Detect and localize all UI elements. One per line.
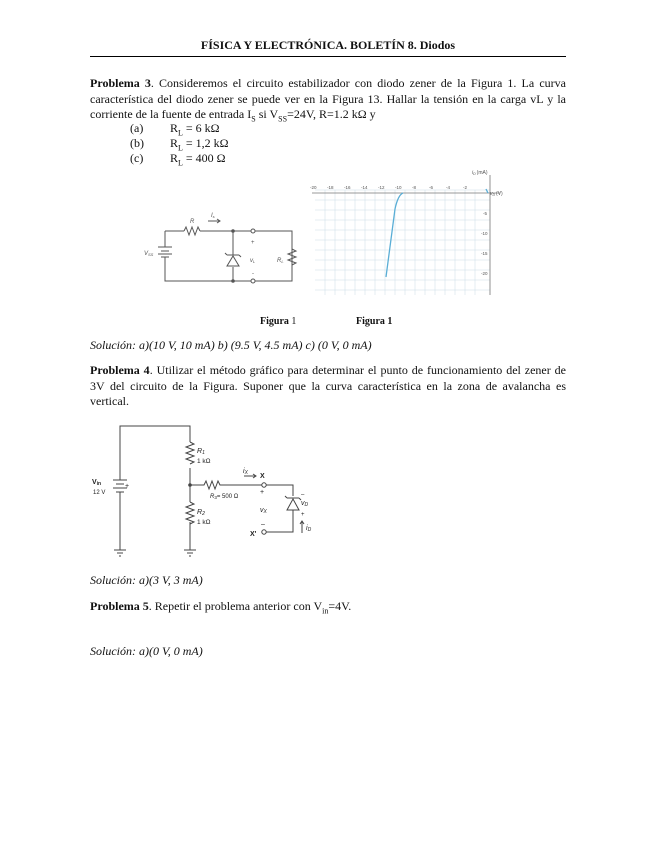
- label-minus: -: [252, 271, 254, 277]
- problem-3-solution: Solución: a)(10 V, 10 mA) b) (9.5 V, 4.5 mA) c) (0 V, 0 mA): [90, 338, 372, 352]
- label-r1-value: 1 kΩ: [197, 458, 211, 465]
- svg-text:-18: -18: [327, 185, 334, 190]
- zener-curve: [386, 193, 403, 277]
- svg-text:-16: -16: [344, 185, 351, 190]
- option-value: $R_L = 400$ Ω: [170, 151, 226, 168]
- x-tick-labels: [310, 185, 467, 190]
- figure-caption-right: Figura 1: [356, 316, 393, 327]
- x-axis-label: $v_D(V)$: [490, 191, 503, 197]
- figure-caption-left: Figura 1: [260, 316, 297, 327]
- svg-text:-6: -6: [429, 185, 434, 190]
- label-vin-value: 12 V: [93, 490, 106, 496]
- label-x: X: [260, 473, 265, 480]
- svg-text:-8: -8: [412, 185, 417, 190]
- forward-curve: [486, 189, 488, 193]
- option-b: [130, 136, 330, 151]
- label-x-plus: +: [260, 489, 265, 496]
- label-vin: Vin: [92, 479, 102, 487]
- option-label: (b): [130, 136, 144, 150]
- svg-text:-14: -14: [361, 185, 368, 190]
- label-vd-plus: +: [301, 512, 305, 518]
- label-r3: R3= 500 Ω: [210, 494, 239, 500]
- problem-3-text2: si V: [255, 107, 279, 121]
- label-vl: vL: [250, 258, 256, 264]
- label-vd-minus: –: [301, 492, 305, 498]
- svg-text:-15: -15: [481, 251, 488, 256]
- svg-text:-5: -5: [483, 211, 488, 216]
- problem-4-text: . Utilizar el método gráfico para determinar el punto de funcionamiento del zener de 3V del circuito de la Figura. Suponer que la curva característica en la zona de avalancha es vertical.: [90, 363, 566, 408]
- page-header: FÍSICA Y ELECTRÓNICA. BOLETÍN 8. Diodos: [200, 38, 456, 52]
- y-axis-label: $i_D(mA)$: [472, 170, 488, 176]
- option-label: (c): [130, 151, 144, 165]
- problem-3-sub-ss: SS: [278, 114, 288, 124]
- label-battery-plus: +: [125, 483, 130, 490]
- problem-3-text: . Consideremos el circuito estabilizador con diodo zener de la Figura 1. La curva característica del diodo zener se puede ver en la Figura 13. Hallar la tensión en la carga vL y la corriente de la fuente de entrada I: [90, 76, 566, 121]
- problem-3-options: [130, 121, 330, 169]
- label-plus: +: [251, 240, 255, 246]
- svg-text:-10: -10: [395, 185, 402, 190]
- label-vss: VSS: [144, 251, 154, 257]
- label-rl: RL: [277, 258, 284, 264]
- problem-4-statement: [90, 363, 566, 410]
- svg-text:-20: -20: [310, 185, 317, 190]
- option-a: [130, 121, 330, 136]
- figure-zener-graph: [300, 165, 510, 300]
- option-value: $R_L = 1,2$ kΩ: [170, 136, 229, 153]
- label-vx: vX: [260, 507, 267, 515]
- problem-3-label: Problema 3: [90, 76, 151, 90]
- graph-grid: [315, 190, 490, 295]
- option-label: (a): [130, 121, 144, 135]
- problem-5-statement: [90, 599, 566, 619]
- label-r1: R1: [197, 448, 205, 456]
- label-ix: iX: [243, 468, 248, 476]
- problem-4-solution: Solución: a)(3 V, 3 mA): [90, 573, 203, 587]
- problem-5-text: . Repetir el problema anterior con V: [148, 599, 323, 613]
- problem-3-text3: =24V, R=1.2 kΩ y: [287, 107, 376, 121]
- option-c: [130, 151, 330, 166]
- problem-5-label: Problema 5: [90, 599, 149, 613]
- label-x-minus: –: [261, 521, 265, 528]
- label-id: iD: [306, 525, 312, 533]
- svg-text:-12: -12: [378, 185, 385, 190]
- label-is: Is: [211, 213, 215, 219]
- problem-4-label: Problema 4: [90, 363, 150, 377]
- y-tick-labels: [481, 211, 488, 276]
- problem-5-text2: =4V.: [328, 599, 352, 613]
- figure-1-circuit: [140, 205, 300, 295]
- label-r2-value: 1 kΩ: [197, 519, 211, 526]
- svg-text:-4: -4: [446, 185, 451, 190]
- problem-5-solution: Solución: a)(0 V, 0 mA): [90, 644, 203, 658]
- svg-text:-20: -20: [481, 271, 488, 276]
- label-xprime: X': [250, 531, 257, 538]
- svg-text:-2: -2: [463, 185, 468, 190]
- problem-4-circuit: [88, 418, 323, 560]
- label-vd: vD: [301, 500, 309, 508]
- problem-3-statement: [90, 76, 566, 127]
- option-value: $R_L = 6$ kΩ: [170, 121, 220, 138]
- label-r: R: [190, 219, 195, 225]
- problem-5-sub: in: [322, 606, 329, 616]
- problem-3-sub-s: S: [251, 114, 256, 124]
- header-rule: [90, 56, 566, 57]
- svg-text:-10: -10: [481, 231, 488, 236]
- label-r2: R2: [197, 509, 205, 517]
